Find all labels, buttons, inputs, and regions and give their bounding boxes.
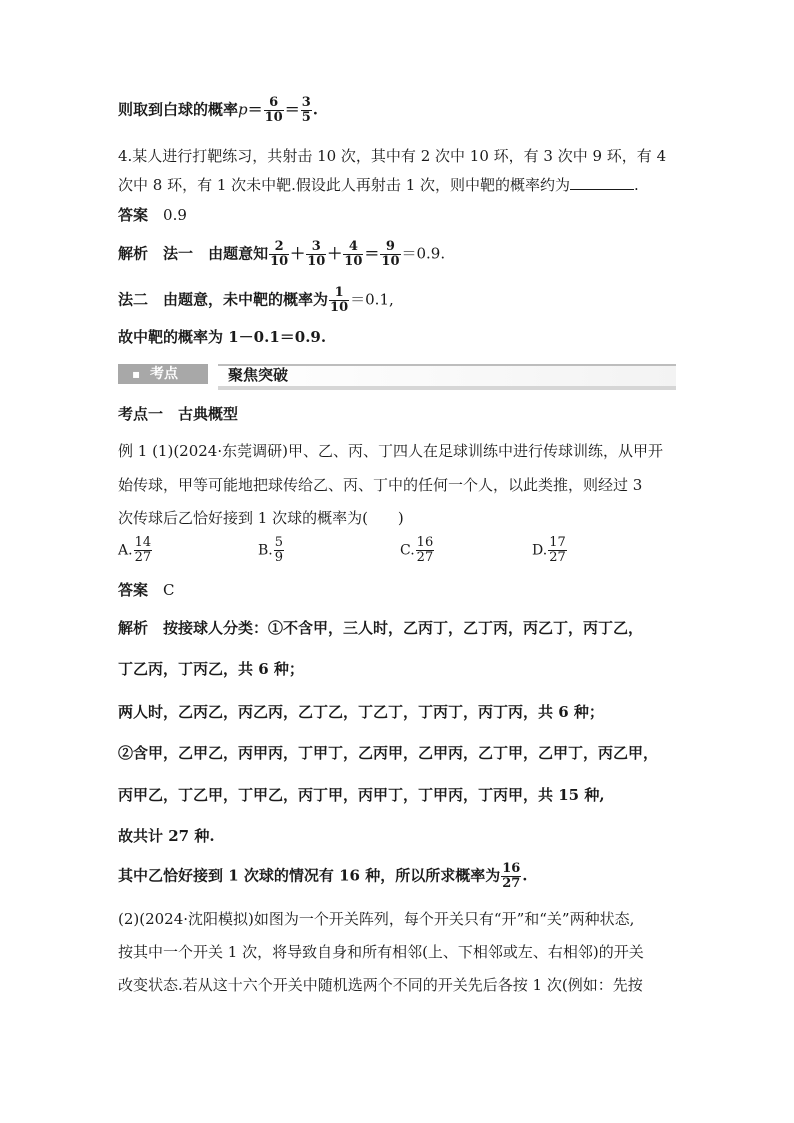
method-text: 由题意知: [208, 244, 269, 263]
numerator: 3: [301, 95, 311, 110]
solution-label: 解析: [118, 619, 149, 637]
fraction-2-10: [269, 240, 289, 269]
problem-4-line-1: 4.某人进行打靶练习，共射击 10 次，其中有 2 次中 10 环，有 3 次中 9 环，有 4: [118, 147, 667, 165]
plus: ＋: [327, 244, 343, 263]
solution-4-line-3: 两人时，乙丙乙，丙乙丙，乙丁乙，丁乙丁，丁丙丁，丙丁丙，共 6 种；: [118, 703, 604, 721]
denominator: 10: [344, 254, 363, 269]
solution-text: 按接球人分类：①不含甲，三人时，乙丙丁，乙丁丙，丙乙丁，丙丁乙，: [163, 619, 644, 637]
choice-letter: D.: [532, 542, 548, 559]
period: .: [312, 100, 319, 119]
denominator: 27: [502, 876, 521, 891]
period: .: [522, 866, 528, 885]
denominator: 5: [301, 110, 311, 125]
numerator: 9: [385, 239, 395, 254]
denominator: 10: [381, 254, 400, 269]
problem-4-line-2: [118, 175, 639, 195]
choice-fraction: [548, 536, 567, 565]
method-label: 法一: [163, 244, 194, 263]
banner-left-text: 考点: [150, 366, 178, 382]
answer-line-2: [118, 580, 175, 600]
answer-label: 答案: [118, 581, 149, 599]
solution-4-line-4: ②含甲，乙甲乙，丙甲丙，丁甲丁，乙丙甲，乙甲丙，乙丁甲，乙甲丁，丙乙甲，: [118, 744, 659, 762]
white-ball-probability-line: [118, 96, 318, 125]
example-2-line-2: 按其中一个开关 1 次，将导致自身和所有相邻(上、下相邻或左、右相邻)的开关: [118, 943, 644, 961]
fraction-6-10: [264, 96, 284, 125]
denominator: 10: [270, 254, 289, 269]
numerator: 6: [269, 95, 279, 110]
fraction-9-10: [380, 240, 400, 269]
solution-conclusion: 故中靶的概率为 1－0.1＝0.9.: [118, 328, 327, 346]
choice-letter: C.: [400, 542, 415, 559]
denominator: 10: [307, 254, 326, 269]
fraction-4-10: [343, 240, 363, 269]
method-text: 由题意，未中靶的概率为: [163, 290, 329, 309]
result: ＝0.1,: [350, 290, 394, 309]
fraction-3-5: [301, 96, 312, 125]
answer-value: 0.9: [163, 206, 187, 224]
topic-label: 考点一: [118, 405, 164, 423]
choice-letter: B.: [258, 542, 273, 559]
solution-label: 解析: [118, 244, 149, 263]
solution-text: 其中乙恰好接到 1 次球的情况有 16 种，所以所求概率为: [118, 866, 501, 885]
choice-fraction: [134, 536, 153, 565]
denominator: 10: [330, 300, 349, 315]
numerator: 17: [549, 535, 566, 550]
example-1-line-2: 始传球，甲等可能地把球传给乙、丙、丁中的任何一个人，以此类推，则经过 3: [118, 476, 643, 494]
banner-title: 聚焦突破: [218, 364, 676, 390]
fraction-16-27: [501, 862, 521, 891]
equals: ＝: [364, 244, 380, 263]
fraction-1-10: [329, 286, 349, 315]
denominator: 27: [134, 550, 152, 565]
choice-a: [118, 536, 153, 565]
numerator: 1: [334, 285, 344, 300]
line-text: 次中 8 环，有 1 次未中靶.假设此人再射击 1 次，则中靶的概率约为: [118, 176, 571, 194]
result: ＝0.9.: [401, 244, 446, 263]
section-banner: [118, 362, 676, 386]
choice-d: [532, 536, 568, 565]
solution-4-line-5: 丙甲乙，丁乙甲，丁甲乙，丙丁甲，丙甲丁，丁甲丙，丁丙甲，共 15 种,: [118, 786, 605, 804]
bullet-icon: ▪: [132, 367, 141, 381]
example-1-line-3: 次传球后乙恰好接到 1 次球的概率为( ): [118, 509, 404, 527]
answer-blank: [570, 175, 634, 190]
answer-line-1: [118, 205, 187, 225]
example-2-line-1: (2)(2024·沈阳模拟)如图为一个开关阵列，每个开关只有“开”和“关”两种状态,: [118, 910, 635, 928]
topic-heading: [118, 404, 238, 424]
solution-4-line-7: [118, 862, 528, 891]
p-symbol: p: [238, 100, 248, 119]
answer-label: 答案: [118, 206, 149, 224]
solution-4-line-2: 丁乙丙，丁丙乙，共 6 种；: [118, 660, 304, 678]
numerator: 2: [274, 239, 284, 254]
equals: ＝: [284, 100, 300, 119]
solution-4-line-1: [118, 618, 643, 638]
numerator: 14: [134, 535, 152, 550]
numerator: 3: [311, 239, 321, 254]
equals: ＝: [247, 100, 263, 119]
denominator: 9: [274, 550, 284, 565]
choice-b: [258, 536, 285, 565]
answer-value: C: [163, 581, 175, 599]
solution-method-1: [118, 240, 445, 269]
choice-fraction: [416, 536, 435, 565]
banner-left-tag: [118, 364, 208, 384]
plus: ＋: [290, 244, 306, 263]
denominator: 27: [416, 550, 434, 565]
line-text: 则取到白球的概率: [118, 100, 239, 119]
choice-letter: A.: [118, 542, 133, 559]
fraction-3-10: [306, 240, 326, 269]
numerator: 16: [416, 535, 434, 550]
period: .: [634, 176, 639, 194]
choice-c: [400, 536, 435, 565]
choice-fraction: [274, 536, 284, 565]
solution-4-line-6: 故共计 27 种.: [118, 827, 215, 845]
solution-method-2: [118, 286, 394, 315]
example-1-line-1: 例 1 (1)(2024·东莞调研)甲、乙、丙、丁四人在足球训练中进行传球训练，从甲开: [118, 442, 663, 460]
denominator: 10: [264, 110, 283, 125]
method-label: 法二: [118, 290, 149, 309]
numerator: 5: [274, 535, 284, 550]
example-2-line-3: 改变状态.若从这十六个开关中随机选两个不同的开关先后各按 1 次(例如：先按: [118, 976, 643, 994]
numerator: 4: [348, 239, 358, 254]
numerator: 16: [502, 861, 521, 876]
topic-title: 古典概型: [178, 405, 239, 423]
denominator: 27: [549, 550, 566, 565]
